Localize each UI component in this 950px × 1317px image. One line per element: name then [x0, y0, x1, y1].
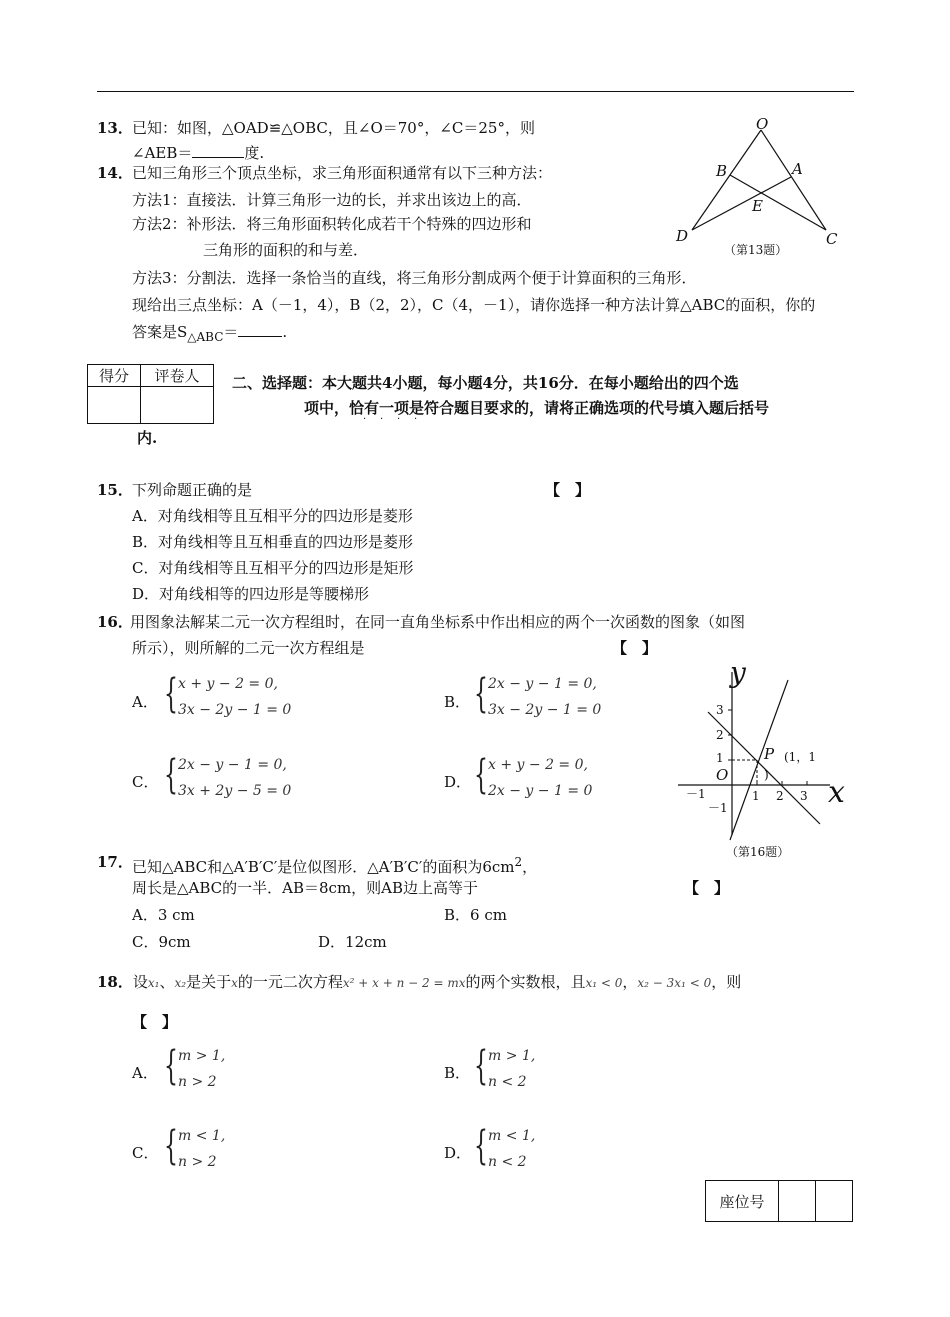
q17-option-b[interactable]: B．6 cm — [444, 906, 507, 924]
q16-line1: 用图象法解某二元一次方程组时，在同一直角坐标系中作出相应的两个一次函数的图象（如图 — [130, 613, 746, 631]
q18-cond1: x₁ < 0 — [585, 976, 623, 990]
q18-text3: 的一元二次方程 — [237, 973, 343, 991]
seat-table — [705, 1180, 853, 1222]
q17-line2: 周长是△ABC的一半．AB＝8cm，则AB边上高等于 — [132, 879, 479, 897]
q16-option-b-label[interactable]: B． — [444, 693, 471, 711]
brace: { — [164, 752, 178, 798]
q16-y-label: y — [730, 656, 746, 689]
q14-task2-sub: △ABC — [187, 330, 224, 344]
q14-task2-end: . — [282, 323, 288, 341]
q14-task2-mid: ＝ — [223, 323, 239, 341]
q14-answer-blank[interactable] — [238, 321, 282, 337]
q16-c-eq1: 2x − y − 1 = 0, — [178, 757, 287, 773]
q18-stem — [97, 972, 741, 993]
score-table — [87, 364, 214, 424]
q14-number: 14． — [97, 164, 133, 182]
q18-option-b-label[interactable]: B． — [444, 1064, 471, 1082]
q18-bracket[interactable]: 【 】 — [132, 1013, 178, 1031]
q14-task2-prefix: 答案是S — [132, 323, 188, 341]
line-oc — [761, 130, 826, 230]
section2-line2: 项中，恰有一项是符合题目要求的，请将正确选项的代号填入题后括号 — [304, 399, 770, 417]
q18-x2: x₂ — [174, 976, 187, 990]
q13-number: 13． — [97, 119, 133, 137]
q17-number: 17． — [97, 853, 133, 871]
q18-cond2: x₂ − 3x₁ < 0 — [637, 976, 712, 990]
q13-caption: （第13题） — [724, 243, 788, 257]
q15-bracket[interactable]: 【 】 — [545, 481, 591, 499]
q16-tick-x3: 3 — [800, 789, 808, 803]
q18-sep: 、 — [159, 973, 175, 991]
score-cell[interactable] — [88, 387, 141, 424]
q13-answer-blank[interactable] — [192, 142, 244, 158]
brace: { — [164, 1043, 178, 1089]
q16-tick-y3: 3 — [716, 703, 724, 717]
brace: { — [474, 752, 488, 798]
q18-a-ineq1: m > 1, — [178, 1048, 226, 1064]
q17-line1 — [132, 852, 537, 877]
q18-text2: 是关于 — [186, 973, 232, 991]
q14-method1: 方法1：直接法．计算三角形一边的长，并求出该边上的高． — [132, 191, 532, 209]
q17-line1-b: ， — [522, 858, 538, 876]
q16-x-label: x — [828, 775, 845, 810]
q13-line2-suffix: 度. — [244, 144, 265, 162]
q18-x1: x₁ — [147, 976, 160, 990]
q18-eq: x² + x + n − 2 = mx — [342, 976, 466, 990]
q13-label-b: B — [716, 162, 728, 180]
emphasis-dot: · — [397, 414, 401, 425]
q15-option-b[interactable]: B．对角线相等且互相垂直的四边形是菱形 — [132, 533, 414, 551]
q14-method3: 方法3：分割法．选择一条恰当的直线，将三角形分割成两个便于计算面积的三角形． — [132, 269, 697, 287]
q18-number: 18． — [97, 973, 133, 991]
q13-label-c: C — [826, 230, 838, 248]
q16-point-p: P — [764, 745, 775, 763]
q16-c-eq2: 3x + 2y − 5 = 0 — [178, 783, 292, 799]
q16-number: 16． — [97, 613, 133, 631]
q16-a-eq1: x + y − 2 = 0, — [178, 676, 278, 692]
q18-option-a-label[interactable]: A． — [132, 1064, 158, 1082]
q16-tick-x2: 2 — [776, 789, 784, 803]
q18-c-ineq2: n > 2 — [178, 1154, 217, 1170]
q15-option-c[interactable]: C．对角线相等且互相平分的四边形是矩形 — [132, 559, 414, 577]
q16-point-coord-b: ) — [764, 768, 769, 782]
grader-header: 评卷人 — [141, 365, 214, 387]
q17-bracket[interactable]: 【 】 — [684, 879, 730, 897]
q18-text1: 设 — [132, 973, 148, 991]
q18-option-c-label[interactable]: C． — [132, 1144, 159, 1162]
q14-task1: 现给出三点坐标：A（－1，4），B（2，2），C（4，－1），请你选择一种方法计算△ABC的面积，你的 — [132, 296, 816, 314]
q17-option-a[interactable]: A．3 cm — [132, 906, 195, 924]
seat-label: 座位号 — [706, 1181, 779, 1222]
brace: { — [164, 1123, 178, 1169]
q18-text4: 的两个实数根，且 — [465, 973, 586, 991]
brace: { — [474, 671, 488, 717]
q18-text5: ，则 — [711, 973, 742, 991]
q16-point-coord-a: (1，1 — [784, 750, 816, 764]
q13-line1: 已知：如图，△OAD≌△OBC，且∠O＝70°，∠C＝25°，则 — [132, 119, 535, 137]
q18-d-ineq1: m < 1, — [488, 1128, 536, 1144]
emphasis-dot: · — [363, 414, 367, 425]
seat-digit-2[interactable] — [816, 1181, 853, 1222]
seat-digit-1[interactable] — [779, 1181, 816, 1222]
q18-b-ineq2: n < 2 — [488, 1074, 527, 1090]
q18-a-ineq2: n > 2 — [178, 1074, 217, 1090]
q15-number: 15． — [97, 481, 133, 499]
q14-method2b: 三角形的面积的和与差． — [203, 241, 369, 259]
q17-line1-sup: 2 — [514, 855, 523, 869]
emphasis-dot: · — [380, 414, 384, 425]
brace: { — [474, 1043, 488, 1089]
q13-line2 — [132, 142, 264, 163]
q18-x: x — [231, 976, 238, 990]
q16-line2: 所示），则所解的二元一次方程组是 — [132, 639, 365, 657]
q16-b-eq2: 3x − 2y − 1 = 0 — [488, 702, 602, 718]
section2-line1: 二、选择题：本大题共4小题，每小题4分，共16分．在每小题给出的四个选 — [232, 374, 739, 392]
q13-label-d: D — [676, 227, 689, 245]
line-da — [692, 177, 791, 230]
q16-d-eq2: 2x − y − 1 = 0 — [488, 783, 593, 799]
q17-option-d[interactable]: D．12cm — [318, 933, 387, 951]
brace: { — [474, 1123, 488, 1169]
q16-option-a-label[interactable]: A． — [132, 693, 158, 711]
q16-option-d-label[interactable]: D． — [444, 773, 472, 791]
q16-option-c-label[interactable]: C． — [132, 773, 159, 791]
q14-intro: 已知三角形三个顶点坐标，求三角形面积通常有以下三种方法： — [132, 164, 553, 182]
q16-a-eq2: 3x − 2y − 1 = 0 — [178, 702, 292, 718]
q18-comma: ， — [622, 973, 638, 991]
q17-option-c[interactable]: C．9cm — [132, 933, 191, 951]
q16-neg-y: －1 — [708, 801, 728, 815]
q18-b-ineq1: m > 1, — [488, 1048, 536, 1064]
q16-origin: O — [716, 766, 729, 784]
q18-c-ineq1: m < 1, — [178, 1128, 226, 1144]
header-rule — [97, 91, 854, 92]
emphasis-dot: · — [414, 414, 418, 425]
q14-method2a: 方法2：补形法．将三角形面积转化成若干个特殊的四边形和 — [132, 215, 532, 233]
section2-line3: 内. — [137, 429, 158, 447]
q14-task2 — [132, 321, 287, 347]
q16-bracket[interactable]: 【 】 — [612, 639, 658, 657]
q16-b-eq1: 2x − y − 1 = 0, — [488, 676, 597, 692]
q16-caption: （第16题） — [726, 845, 790, 859]
score-header: 得分 — [88, 365, 141, 387]
q13-label-a: A — [792, 160, 803, 178]
brace: { — [164, 671, 178, 717]
q15-option-d[interactable]: D．对角线相等的四边形是等腰梯形 — [132, 585, 370, 603]
q17-line1-a: 已知△ABC和△A′B′C′是位似图形．△A′B′C′的面积为6cm — [132, 858, 515, 876]
q18-d-ineq2: n < 2 — [488, 1154, 527, 1170]
q16-neg-x: －1 — [686, 787, 706, 801]
q18-option-d-label[interactable]: D． — [444, 1144, 472, 1162]
q16-tick-x1: 1 — [752, 789, 760, 803]
q16-tick-y1: 1 — [716, 751, 724, 765]
q13-line2-prefix: ∠AEB＝ — [132, 144, 193, 162]
q16-tick-y2: 2 — [716, 728, 724, 742]
q16-d-eq1: x + y − 2 = 0, — [488, 757, 588, 773]
q15-stem: 下列命题正确的是 — [132, 481, 253, 499]
q13-label-e: E — [752, 197, 763, 215]
q13-label-o: O — [756, 115, 769, 133]
q15-option-a[interactable]: A．对角线相等且互相平分的四边形是菱形 — [132, 507, 413, 525]
grader-cell[interactable] — [141, 387, 214, 424]
